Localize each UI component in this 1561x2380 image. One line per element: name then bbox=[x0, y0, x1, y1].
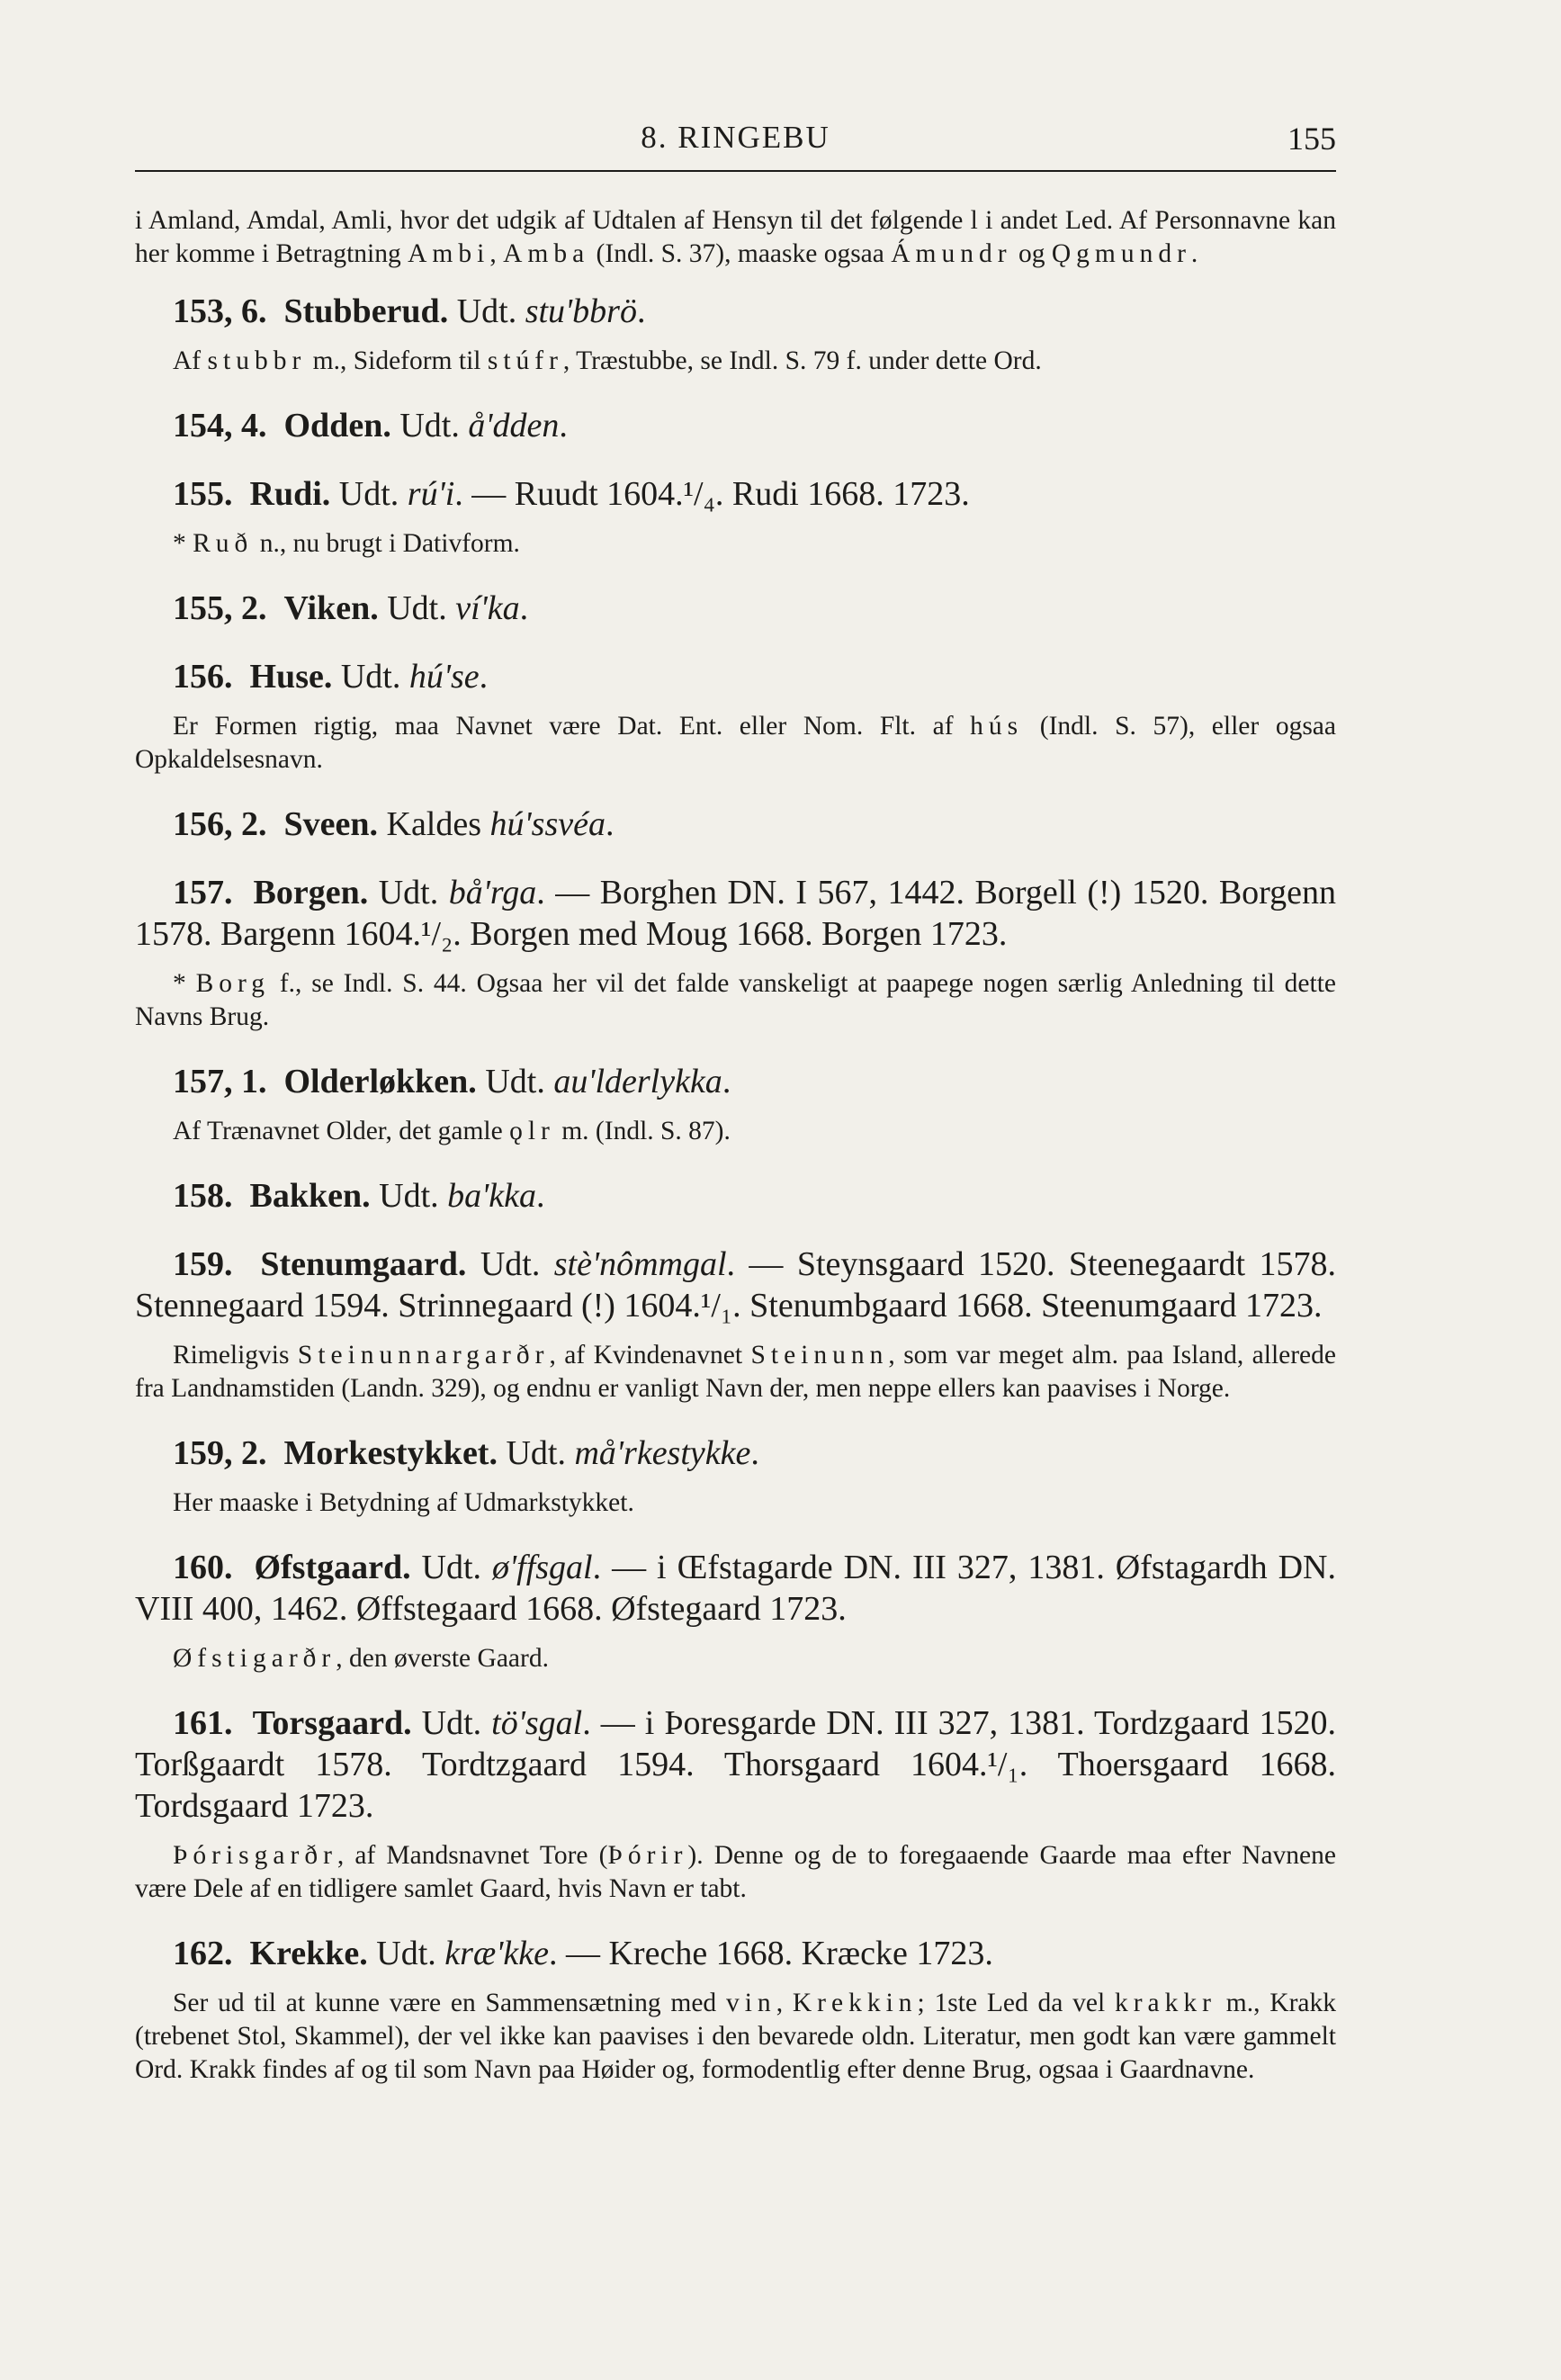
entry-text: Udt. bbox=[411, 1704, 492, 1742]
entry-number: 158. bbox=[173, 1177, 233, 1215]
entry-text: Udt. bbox=[332, 658, 409, 696]
farm-name: Sveen. bbox=[283, 805, 378, 843]
note-text: n., nu brugt i Dativform. bbox=[253, 529, 520, 558]
running-title: 8. RINGEBU bbox=[641, 120, 830, 155]
entry-note bbox=[135, 1115, 1336, 1148]
note-text: ; 1ste Led da vel bbox=[917, 1989, 1115, 2017]
entry-text: . bbox=[750, 1434, 759, 1472]
entry-text: Udt. bbox=[466, 1245, 554, 1283]
farm-name: Stubberud. bbox=[283, 292, 449, 330]
entry-number: 156. bbox=[173, 658, 233, 696]
spaced-term: hús bbox=[970, 712, 1024, 741]
pronunciation: ba'kka bbox=[447, 1177, 536, 1215]
entry-heading bbox=[135, 1061, 1336, 1102]
entry-text: . bbox=[535, 1177, 545, 1215]
note-text: m. (Indl. S. 87). bbox=[554, 1117, 731, 1145]
note-text: , den øverste Gaard. bbox=[336, 1644, 549, 1673]
pronunciation: tö'sgal bbox=[491, 1704, 583, 1742]
header-rule bbox=[135, 170, 1336, 172]
pronunciation: ví'ka bbox=[455, 589, 520, 627]
entry-number: 153, 6. bbox=[173, 292, 267, 330]
entry-text: Udt. bbox=[368, 874, 449, 912]
entry-text: Kaldes bbox=[378, 805, 490, 843]
entry-text: Udt. bbox=[370, 1177, 448, 1215]
pronunciation: hú'se bbox=[408, 658, 480, 696]
entry-text: . — Borghen DN. I 567, 1442. Borgell (!) 1520. Borgenn 1578. Bargenn 1604.¹/₂. Borgen med Moug 1668. Borgen 1723. bbox=[135, 874, 1336, 953]
spaced-term: Ruð bbox=[193, 529, 254, 558]
entry-note bbox=[135, 1339, 1336, 1406]
entry-text: Udt. bbox=[497, 1434, 575, 1472]
note-text: Er Formen rigtig, maa Navnet være Dat. Ent. eller Nom. Flt. af bbox=[173, 712, 971, 741]
farm-name: Borgen. bbox=[253, 874, 369, 912]
entry-heading bbox=[135, 473, 1336, 515]
entry-note bbox=[135, 1839, 1336, 1906]
entry-text: Udt. bbox=[410, 1549, 493, 1586]
entry-number: 154, 4. bbox=[173, 407, 267, 445]
entry-heading bbox=[135, 804, 1336, 845]
spaced-term: stúfr bbox=[487, 346, 563, 375]
entry-list bbox=[135, 291, 1336, 2087]
entry-note bbox=[135, 1987, 1336, 2087]
spaced-term: Þórir bbox=[607, 1841, 688, 1870]
entry-note bbox=[135, 710, 1336, 777]
note-text: Rimeligvis bbox=[173, 1341, 298, 1370]
note-text: Af bbox=[173, 346, 208, 375]
note-text: , bbox=[776, 1989, 793, 2017]
spaced-term: Steinunn bbox=[750, 1341, 889, 1370]
entry-number: 161. bbox=[173, 1704, 233, 1742]
entry-text: . bbox=[636, 292, 646, 330]
note-text: (Indl. S. 57), eller ogsaa Opkaldelsesnavn. bbox=[135, 712, 1336, 774]
entry-text: . bbox=[479, 658, 489, 696]
entry-text: . bbox=[519, 589, 529, 627]
spaced-term: vin bbox=[725, 1989, 776, 2017]
book-page bbox=[135, 112, 1336, 2106]
spaced-term: Øfstigarðr bbox=[173, 1644, 336, 1673]
farm-name: Morkestykket. bbox=[283, 1434, 498, 1472]
entry-number: 155, 2. bbox=[173, 589, 267, 627]
farm-name: Bakken. bbox=[249, 1177, 371, 1215]
entry-heading bbox=[135, 1547, 1336, 1630]
note-text: * bbox=[173, 529, 193, 558]
note-text: Af Trænavnet Older, det gamle bbox=[173, 1117, 510, 1145]
note-text: ). Denne og de to foregaaende Gaarde maa efter Navnene være Dele af en tidligere samlet Gaard, hvis Navn er tabt. bbox=[135, 1841, 1336, 1903]
entry-heading bbox=[135, 872, 1336, 955]
page-header bbox=[135, 112, 1336, 166]
pronunciation: au'lderlykka bbox=[553, 1063, 722, 1100]
note-text: Ser ud til at kunne være en Sammensætning med bbox=[173, 1989, 726, 2017]
farm-name: Huse. bbox=[249, 658, 333, 696]
note-text: m., Krakk (trebenet Stol, Skammel), der vel ikke kan paavises i den bevarede oldn. Literatur, men godt kan være gammelt Ord. Krakk findes af og til som Navn paa Høider og, formodentlig efter denne Brug, ogsaa i Gaardnavne. bbox=[135, 1989, 1336, 2084]
entry-number: 159. bbox=[173, 1245, 233, 1283]
spaced-term: Borg bbox=[195, 969, 271, 998]
entry-note bbox=[135, 1642, 1336, 1675]
entry-text: Udt. bbox=[367, 1935, 445, 1972]
spaced-term: Krekkin bbox=[792, 1989, 918, 2017]
entry-note bbox=[135, 1486, 1336, 1520]
farm-name: Torsgaard. bbox=[252, 1704, 412, 1742]
entry-text: . bbox=[559, 407, 568, 445]
entry-note bbox=[135, 345, 1336, 378]
spaced-term: krakkr bbox=[1114, 1989, 1216, 2017]
pronunciation: rú'i bbox=[407, 475, 455, 513]
note-text: * bbox=[173, 969, 196, 998]
pronunciation: stu'bbrö bbox=[525, 292, 637, 330]
entry-note bbox=[135, 527, 1336, 561]
farm-name: Odden. bbox=[283, 407, 391, 445]
pronunciation: stè'nômmgal bbox=[553, 1245, 727, 1283]
entry-heading bbox=[135, 656, 1336, 697]
farm-name: Olderløkken. bbox=[283, 1063, 477, 1100]
note-text: m., Sideform til bbox=[306, 346, 488, 375]
note-text: , af Kvindenavnet bbox=[549, 1341, 751, 1370]
page-number: 155 bbox=[1287, 121, 1336, 157]
spaced-term: stubbr bbox=[207, 346, 307, 375]
entry-number: 159, 2. bbox=[173, 1434, 267, 1472]
entry-text: . — i Þoresgarde DN. III 327, 1381. Tordzgaard 1520. Torßgaardt 1578. Tordtzgaard 1594. Thorsgaard 1604.¹/₁. Thoersgaard 1668. Tordsgaard 1723. bbox=[135, 1704, 1337, 1825]
entry-text: Udt. bbox=[330, 475, 408, 513]
pronunciation: ø'ffsgal bbox=[492, 1549, 593, 1586]
farm-name: Rudi. bbox=[249, 475, 331, 513]
entry-heading bbox=[135, 1432, 1336, 1474]
entry-heading bbox=[135, 291, 1336, 332]
pronunciation: å'dden bbox=[468, 407, 560, 445]
pronunciation: kræ'kke bbox=[444, 1935, 549, 1972]
entry-number: 157, 1. bbox=[173, 1063, 267, 1100]
farm-name: Krekke. bbox=[249, 1935, 368, 1972]
note-text: , som var meget alm. paa Island, allerede fra Landnamstiden (Landn. 329), og endnu er vanligt Navn der, men neppe ellers kan paavises i Norge. bbox=[135, 1341, 1336, 1403]
intro-paragraph: i Amland, Amdal, Amli, hvor det udgik af Udtalen af Hensyn til det følgende l i andet Led. Af Personnavne kan her komme i Betragtning Ambi, Amba (Indl. S. 37), maaske ogsaa Ámundr og Ǫgmundr. bbox=[135, 206, 1336, 268]
entry-text: Udt. bbox=[448, 292, 525, 330]
entry-text: . — Ruudt 1604.¹/₄. Rudi 1668. 1723. bbox=[454, 475, 970, 513]
note-text: f., se Indl. S. 44. Ogsaa her vil det falde vanskeligt at paapege nogen særlig Anledning til dette Navns Brug. bbox=[135, 969, 1336, 1031]
farm-name: Stenumgaard. bbox=[260, 1245, 467, 1283]
entry-text: . bbox=[605, 805, 615, 843]
entry-number: 157. bbox=[173, 874, 233, 912]
entry-text: . — Kreche 1668. Kræcke 1723. bbox=[548, 1935, 993, 1972]
entry-note bbox=[135, 967, 1336, 1034]
spaced-term: Þórisgarðr bbox=[173, 1841, 337, 1870]
entry-text: Udt. bbox=[378, 589, 456, 627]
note-text: , Træstubbe, se Indl. S. 79 f. under dette Ord. bbox=[562, 346, 1042, 375]
note-text: Her maaske i Betydning af Udmarkstykket. bbox=[173, 1488, 634, 1517]
entry-heading bbox=[135, 1702, 1336, 1827]
farm-name: Øfstgaard. bbox=[254, 1549, 411, 1586]
entry-text: . bbox=[722, 1063, 731, 1100]
entry-heading bbox=[135, 1933, 1336, 1974]
entry-heading bbox=[135, 1175, 1336, 1217]
entry-text: Udt. bbox=[476, 1063, 554, 1100]
entry-text: . — Steynsgaard 1520. Steenegaardt 1578. Stennegaard 1594. Strinnegaard (!) 1604.¹/₁. Stenumbgaard 1668. Steenumgaard 1723. bbox=[135, 1245, 1337, 1325]
spaced-term: Steinunnargarðr bbox=[297, 1341, 550, 1370]
entry-heading bbox=[135, 588, 1336, 629]
pronunciation: må'rkestykke bbox=[574, 1434, 751, 1472]
farm-name: Viken. bbox=[283, 589, 379, 627]
pronunciation: hú'ssvéa bbox=[489, 805, 606, 843]
entry-number: 162. bbox=[173, 1935, 233, 1972]
spaced-term: ǫlr bbox=[509, 1117, 555, 1145]
entry-number: 160. bbox=[173, 1549, 233, 1586]
entry-number: 155. bbox=[173, 475, 233, 513]
pronunciation: bå'rga bbox=[448, 874, 537, 912]
entry-text: . — i Œfstagarde DN. III 327, 1381. Øfstagardh DN. VIII 400, 1462. Øffstegaard 1668. Øfstegaard 1723. bbox=[135, 1549, 1336, 1628]
note-text: , af Mandsnavnet Tore ( bbox=[336, 1841, 608, 1870]
entry-heading bbox=[135, 1244, 1336, 1326]
entry-number: 156, 2. bbox=[173, 805, 267, 843]
entry-text: Udt. bbox=[390, 407, 469, 445]
entry-heading bbox=[135, 405, 1336, 446]
